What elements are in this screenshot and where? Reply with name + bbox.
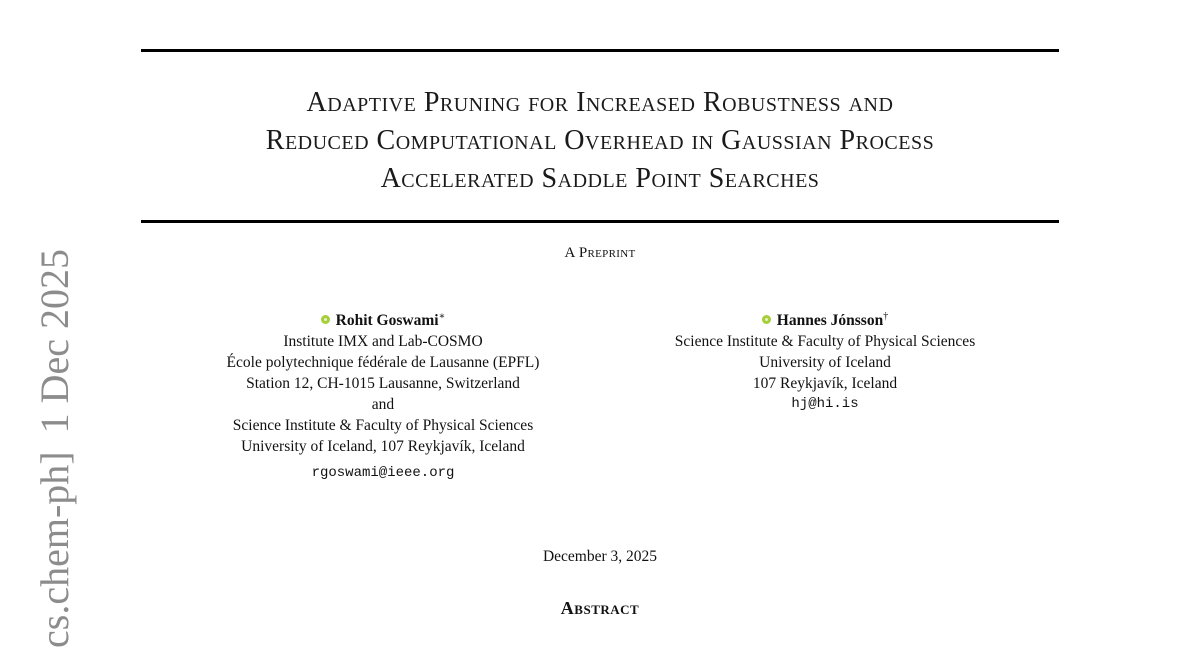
paper-title: [141, 84, 1059, 198]
orcid-icon[interactable]: [321, 315, 330, 324]
author-name-row: [160, 310, 606, 331]
title-line: Adaptive Pruning for Increased Robustness and: [306, 87, 894, 118]
arxiv-watermark: [32, 249, 109, 648]
author-email[interactable]: rgoswami@ieee.org: [311, 465, 455, 481]
affiliation-line: Institute IMX and Lab-COSMO: [283, 333, 483, 350]
author-name: Rohit Goswami: [335, 312, 439, 329]
abstract-text-cutoff: [180, 638, 1020, 648]
affiliation-line: École polytechnique fédérale de Lausanne (EPFL): [226, 354, 540, 371]
author-block-goswami: [160, 310, 606, 484]
affiliation-line: University of Iceland: [759, 354, 891, 371]
author-name-row: [600, 310, 1050, 331]
author-name: Hannes Jónsson: [776, 312, 884, 329]
author-footnote-mark: ∗: [438, 310, 446, 322]
affiliation-line: and: [371, 396, 395, 413]
author-email[interactable]: hj@hi.is: [791, 396, 859, 412]
title-rule-bottom: [141, 220, 1059, 223]
preprint-label: A Preprint: [564, 245, 636, 261]
arxiv-category: cs.chem-ph]: [32, 451, 77, 648]
affiliation-line: Station 12, CH-1015 Lausanne, Switzerland: [246, 375, 520, 392]
arxiv-date: 1 Dec 2025: [32, 249, 77, 434]
abstract-heading: Abstract: [560, 598, 640, 618]
orcid-icon[interactable]: [762, 315, 771, 324]
affiliation-line: Science Institute & Faculty of Physical Sciences: [674, 333, 976, 350]
paper-date: December 3, 2025: [542, 548, 658, 565]
affiliation-line: 107 Reykjavík, Iceland: [752, 375, 898, 392]
author-block-jonsson: [600, 310, 1050, 415]
affiliation-line: University of Iceland, 107 Reykjavík, Iceland: [241, 438, 525, 455]
title-rule-top: [141, 49, 1059, 52]
title-line: Accelerated Saddle Point Searches: [380, 163, 820, 194]
affiliation-line: Science Institute & Faculty of Physical Sciences: [232, 417, 534, 434]
title-line: Reduced Computational Overhead in Gaussian Process: [265, 125, 935, 156]
author-footnote-mark: †: [883, 310, 889, 322]
